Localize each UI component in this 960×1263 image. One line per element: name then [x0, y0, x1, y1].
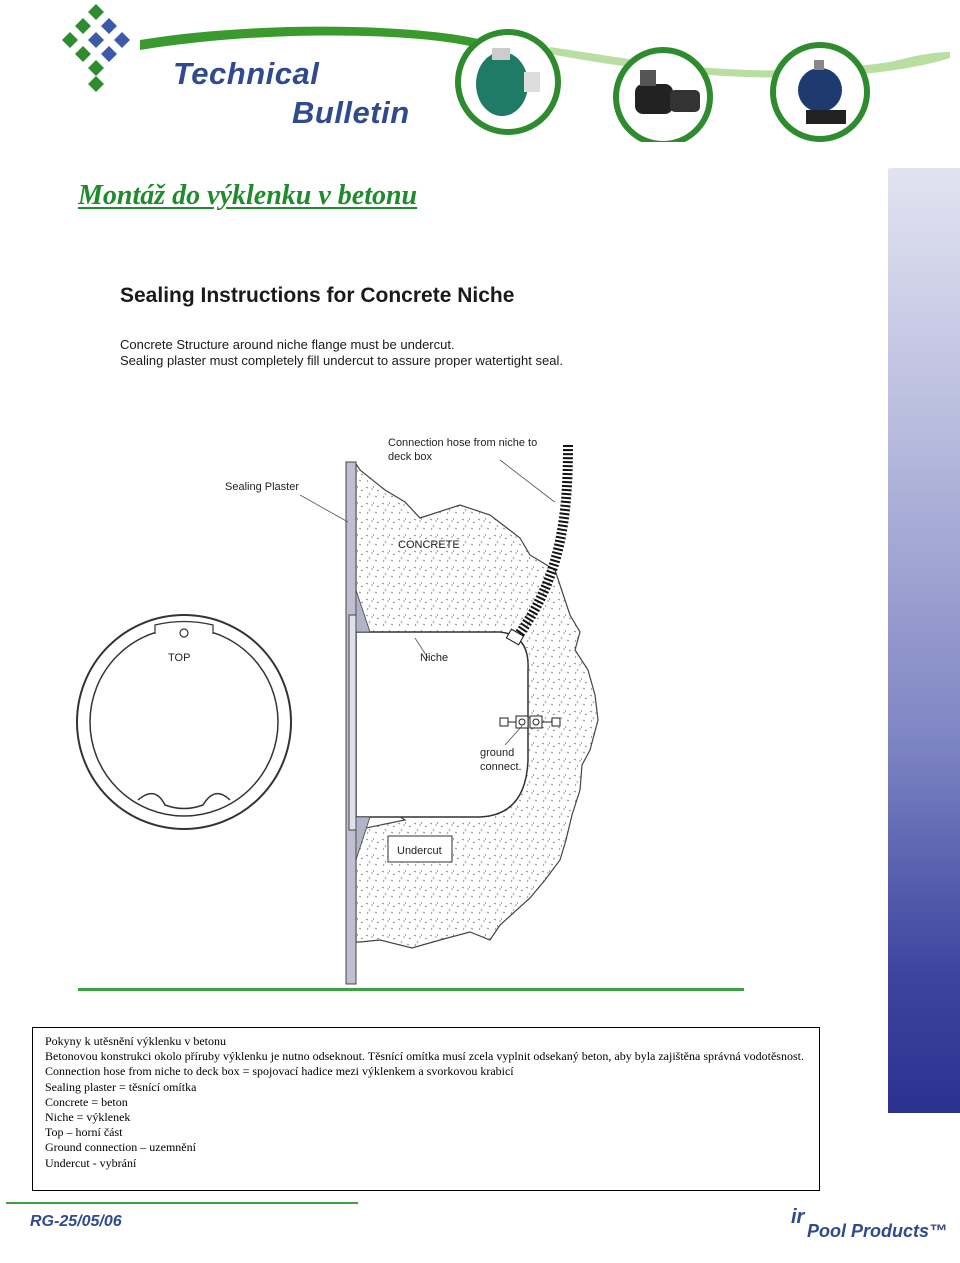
translation-line: Undercut - vybrání	[45, 1155, 137, 1170]
label-top: TOP	[168, 652, 191, 664]
section-divider	[78, 988, 744, 991]
translation-line: Pokyny k utěsnění výklenku v betonu	[45, 1034, 226, 1048]
niche-diagram	[60, 420, 780, 1000]
translation-line: Niche = výklenek	[45, 1110, 131, 1125]
document-code: RG-25/05/06	[30, 1213, 122, 1230]
bulletin-title-line2: Bulletin	[292, 95, 410, 130]
side-band-mask	[826, 168, 888, 1113]
diagram-text-line1: Concrete Structure around niche flange must be undercut.	[120, 337, 455, 352]
filter-system-icon	[773, 45, 867, 139]
translation-line: Top – horní část	[45, 1125, 123, 1140]
diamond-grid-logo-icon	[58, 2, 133, 92]
label-niche: Niche	[420, 652, 449, 664]
footer-divider	[6, 1202, 358, 1204]
label-undercut: Undercut	[397, 845, 442, 857]
label-hose-line1: Connection hose from niche to	[388, 437, 538, 449]
svg-text:ir: ir	[791, 1206, 805, 1227]
translation-line: Connection hose from niche to deck box = spojovací hadice mezi výklenkem a svorkovou krabicí	[45, 1064, 514, 1079]
pool-pump-icon	[616, 50, 710, 142]
sand-filter-icon	[458, 32, 558, 132]
flange-plate	[349, 615, 356, 830]
brand-name: Pool Products™	[807, 1221, 948, 1241]
translation-line: Betonovou konstrukci okolo příruby výklenku je nutno odseknout. Těsnící omítka musí zcela vyplnit odsekaný beton, aby byla zajištěna správná vodotěsnost.	[45, 1049, 804, 1064]
translation-line: Ground connection – uzemnění	[45, 1140, 196, 1155]
ring-top-view	[77, 615, 291, 829]
diagram-heading: Sealing Instructions for Concrete Niche	[120, 284, 515, 307]
diagram-text-line2: Sealing plaster must completely fill undercut to assure proper watertight seal.	[120, 353, 563, 368]
translation-line: Sealing plaster = těsnící omítka	[45, 1079, 197, 1094]
label-hose-line2: deck box	[388, 451, 433, 463]
translation-line: Concrete = beton	[45, 1094, 128, 1109]
bulletin-title-line1: Technical	[173, 56, 320, 91]
label-ground-line1: ground	[480, 747, 515, 759]
label-concrete: CONCRETE	[398, 539, 460, 551]
page-title: Montáž do výklenku v betonu	[78, 180, 418, 211]
translation-box	[32, 1027, 820, 1191]
label-sealing-plaster: Sealing Plaster	[225, 481, 299, 493]
label-ground-line2: connect.	[480, 761, 522, 773]
